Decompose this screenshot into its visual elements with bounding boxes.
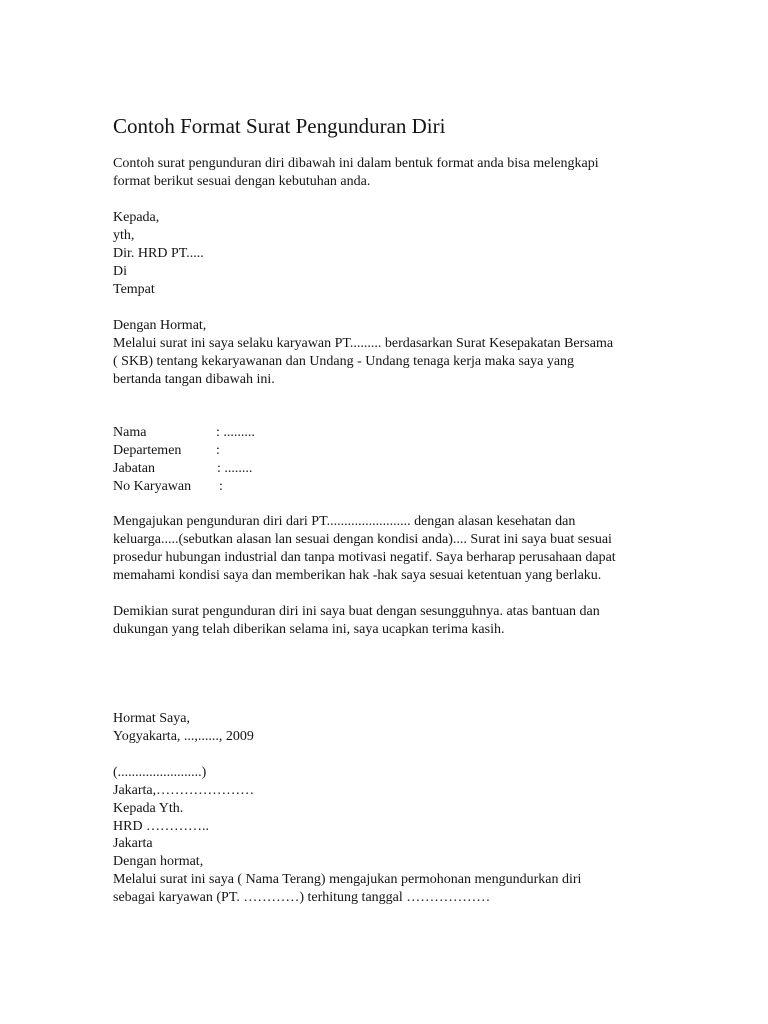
closing-line-1: Demikian surat pengunduran diri ini saya buat dengan sesungguhnya. atas bantuan dan: [113, 604, 600, 619]
field-label-departemen: Departemen: [113, 443, 182, 458]
recipient-line-4: Di: [113, 264, 127, 279]
body-line-3: prosedur hubungan industrial dan tanpa motivasi negatif. Saya berharap perusahaan dapat: [113, 550, 616, 565]
second-letter-line-2: Jakarta,…………………: [113, 783, 255, 798]
document-title: Contoh Format Surat Pengunduran Diri: [113, 114, 446, 138]
opening-line-2: Melalui surat ini saya selaku karyawan PT......... berdasarkan Surat Kesepakatan Bersama: [113, 336, 614, 351]
opening-line-4: bertanda tangan dibawah ini.: [113, 372, 275, 387]
second-letter-line-6: Dengan hormat,: [113, 854, 204, 869]
second-letter-line-5: Jakarta: [113, 836, 153, 851]
field-value-nama: : .........: [216, 425, 255, 440]
field-label-nama: Nama: [113, 425, 147, 440]
intro-line-1: Contoh surat pengunduran diri dibawah ini dalam bentuk format anda bisa melengkapi: [113, 156, 599, 171]
body-line-2: keluarga.....(sebutkan alasan lan sesuai dengan kondisi anda).... Surat ini saya buat sesuai: [113, 532, 612, 547]
second-letter-line-4: HRD …………..: [113, 819, 210, 834]
field-value-jabatan: : ........: [217, 461, 253, 476]
opening-line-1: Dengan Hormat,: [113, 318, 207, 333]
recipient-line-5: Tempat: [113, 282, 155, 297]
closing-line-2: dukungan yang telah diberikan selama ini, saya ucapkan terima kasih.: [113, 622, 505, 637]
signature-line-2: Yogyakarta, ...,......, 2009: [113, 729, 254, 744]
field-value-departemen: :: [216, 443, 220, 458]
intro-line-2: format berikut sesuai dengan kebutuhan anda.: [113, 174, 371, 189]
field-value-no-karyawan: :: [219, 479, 223, 494]
second-letter-line-8: sebagai karyawan (PT. …………) terhitung tanggal ………………: [113, 890, 491, 905]
opening-line-3: ( SKB) tentang kekaryawanan dan Undang - Undang tenaga kerja maka saya yang: [113, 354, 575, 369]
signature-line-1: Hormat Saya,: [113, 711, 190, 726]
body-line-1: Mengajukan pengunduran diri dari PT........................ dengan alasan kesehatan dan: [113, 514, 576, 529]
body-line-4: memahami kondisi saya dan memberikan hak -hak saya sesuai ketentuan yang berlaku.: [113, 568, 602, 583]
second-letter-line-7: Melalui surat ini saya ( Nama Terang) mengajukan permohonan mengundurkan diri: [113, 872, 582, 887]
recipient-line-3: Dir. HRD PT.....: [113, 246, 204, 261]
recipient-line-2: yth,: [113, 228, 135, 243]
field-label-no-karyawan: No Karyawan: [113, 479, 192, 494]
field-label-jabatan: Jabatan: [113, 461, 155, 476]
second-letter-line-1: (........................): [113, 765, 207, 780]
recipient-line-1: Kepada,: [113, 210, 160, 225]
second-letter-line-3: Kepada Yth.: [113, 801, 184, 816]
